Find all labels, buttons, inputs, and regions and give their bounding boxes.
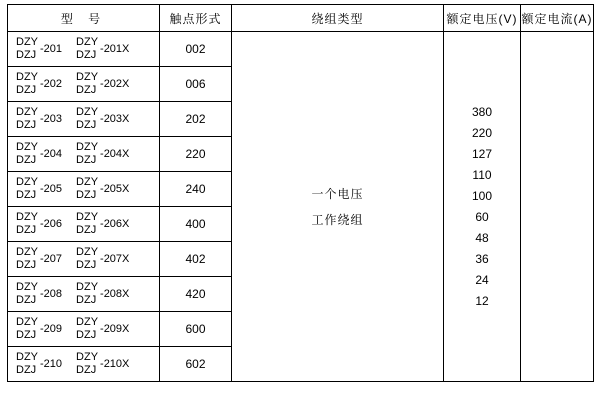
model-prefix-bottom: DZJ [16,224,37,236]
model-prefix-top: DZY [16,316,38,328]
model-suffix-b: -207X [100,253,130,265]
model-prefix-top-2: DZY [76,106,99,118]
model-prefix-top-2: DZY [76,71,99,83]
model-cell [8,312,160,347]
header-voltage: 额定电压(V) [444,5,521,32]
contact-cell: 420 [160,277,232,312]
model-suffix-b: -209X [100,323,130,335]
model-cell [8,242,160,277]
voltage-value: 48 [475,230,489,245]
model-cell [8,137,160,172]
contact-cell: 402 [160,242,232,277]
contact-cell: 006 [160,67,232,102]
model-prefix-bottom: DZJ [16,84,37,96]
winding-cell [232,32,444,382]
model-prefix-bottom: DZJ [16,189,37,201]
contact-cell: 602 [160,347,232,382]
model-prefix-bottom-2: DZJ [76,294,97,306]
model-cell [8,347,160,382]
voltage-cell [444,32,521,382]
model-prefix-bottom-2: DZJ [76,154,97,166]
model-prefix-top: DZY [16,281,38,293]
model-prefix-top: DZY [16,211,38,223]
model-prefix-top-2: DZY [76,246,99,258]
model-suffix-a: -206 [40,218,63,230]
model-suffix-a: -201 [40,43,63,55]
model-suffix-a: -202 [40,78,63,90]
model-prefix-bottom: DZJ [16,154,37,166]
model-prefix-top-2: DZY [76,211,99,223]
model-suffix-b: -204X [100,148,130,160]
model-prefix-top-2: DZY [76,176,99,188]
model-suffix-a: -210 [40,358,63,370]
model-prefix-bottom-2: DZJ [76,259,97,271]
voltage-value: 110 [472,167,492,182]
current-cell [521,32,594,382]
model-prefix-top-2: DZY [76,141,99,153]
voltage-value: 36 [475,251,489,266]
model-prefix-bottom: DZJ [16,49,37,61]
winding-line-2: 工作绕组 [311,212,364,227]
model-suffix-b: -201X [100,43,130,55]
model-prefix-top-2: DZY [76,316,99,328]
model-cell [8,102,160,137]
model-prefix-top: DZY [16,176,38,188]
table-row [8,32,594,67]
header-contact: 触点形式 [160,5,232,32]
model-prefix-bottom-2: DZJ [76,119,97,131]
model-cell [8,277,160,312]
voltage-value: 380 [471,104,493,119]
model-cell [8,32,160,67]
model-suffix-a: -209 [40,323,63,335]
voltage-value: 220 [471,125,493,140]
model-prefix-bottom: DZJ [16,294,37,306]
model-prefix-bottom-2: DZJ [76,189,97,201]
model-prefix-bottom-2: DZJ [76,329,97,341]
model-cell [8,67,160,102]
model-prefix-bottom-2: DZJ [76,84,97,96]
model-suffix-b: -205X [100,183,130,195]
header-current: 额定电流(A) [521,5,594,32]
model-cell [8,172,160,207]
specification-table [7,4,594,382]
voltage-value: 12 [475,293,489,308]
contact-cell: 600 [160,312,232,347]
model-suffix-b: -208X [100,288,130,300]
model-prefix-top-2: DZY [76,351,99,363]
model-suffix-a: -205 [40,183,63,195]
contact-cell: 002 [160,32,232,67]
model-prefix-top: DZY [16,36,38,48]
model-prefix-top: DZY [16,351,38,363]
model-prefix-bottom-2: DZJ [76,49,97,61]
model-prefix-top: DZY [16,106,38,118]
model-prefix-top: DZY [16,246,38,258]
header-winding: 绕组类型 [232,5,444,32]
voltage-value: 100 [471,188,493,203]
model-suffix-a: -204 [40,148,63,160]
contact-cell: 220 [160,137,232,172]
model-suffix-b: -202X [100,78,130,90]
header-model: 型 号 [8,5,160,32]
model-suffix-a: -203 [40,113,63,125]
model-prefix-top-2: DZY [76,281,99,293]
model-prefix-bottom-2: DZJ [76,364,97,376]
model-suffix-b: -203X [100,113,130,125]
model-prefix-bottom: DZJ [16,329,37,341]
model-cell [8,207,160,242]
model-prefix-bottom: DZJ [16,259,37,271]
model-suffix-a: -207 [40,253,63,265]
model-prefix-bottom: DZJ [16,119,37,131]
winding-line-1: 一个电压 [311,186,364,201]
contact-cell: 202 [160,102,232,137]
model-suffix-b: -206X [100,218,130,230]
contact-cell: 400 [160,207,232,242]
voltage-value: 24 [475,272,489,287]
model-prefix-top: DZY [16,71,38,83]
model-prefix-top: DZY [16,141,38,153]
model-suffix-b: -210X [100,358,130,370]
table-header-row [8,5,594,32]
voltage-value: 60 [475,209,489,224]
model-prefix-top-2: DZY [76,36,99,48]
voltage-value: 127 [471,146,493,161]
model-prefix-bottom-2: DZJ [76,224,97,236]
model-suffix-a: -208 [40,288,63,300]
contact-cell: 240 [160,172,232,207]
model-prefix-bottom: DZJ [16,364,37,376]
